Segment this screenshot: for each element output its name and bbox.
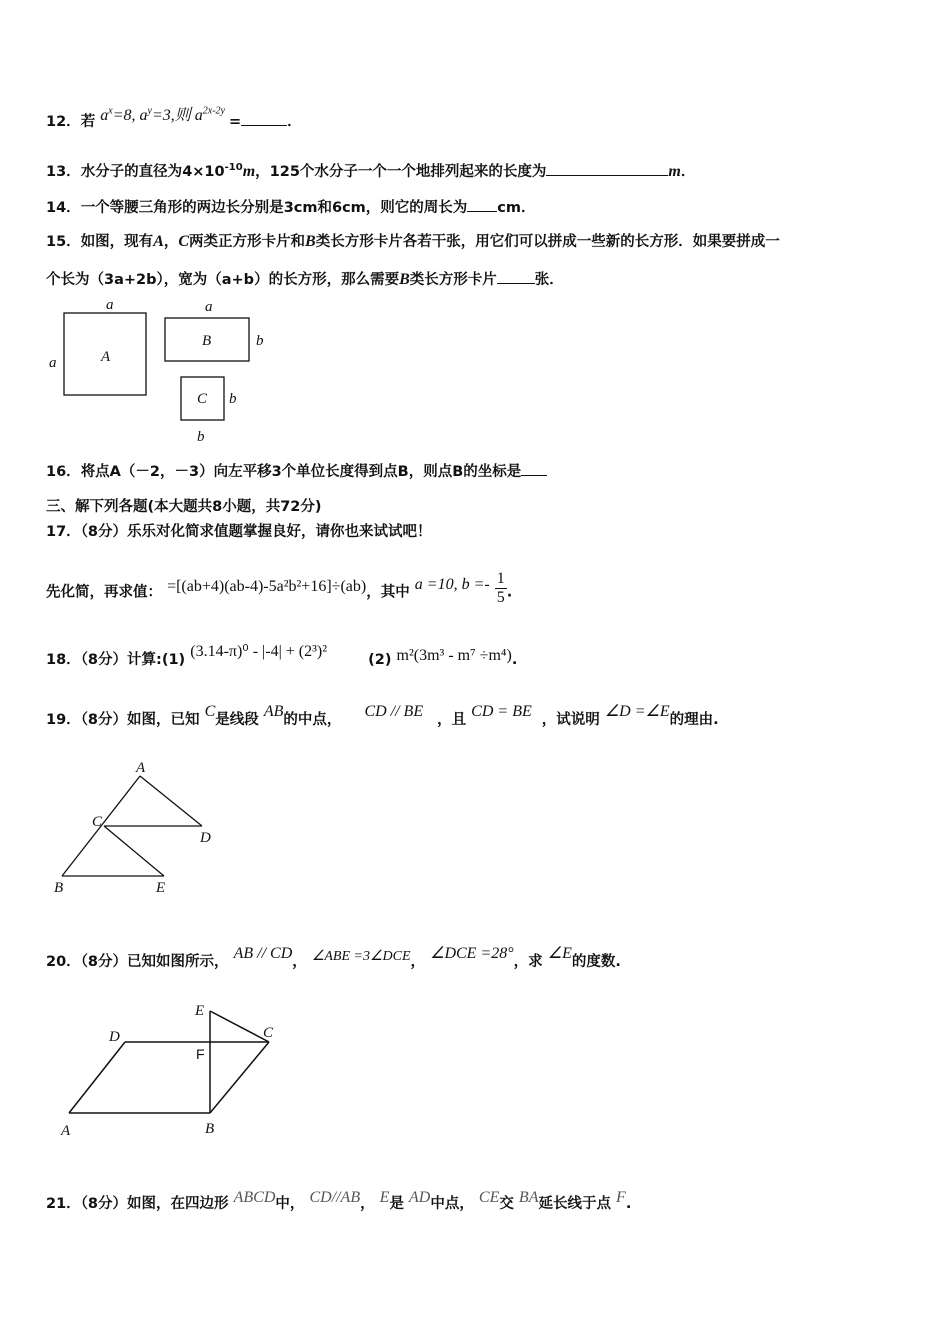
q19-text5: ，试说明 <box>541 712 600 728</box>
q21-quadrilateral: ABCD <box>233 1189 276 1206</box>
q15-line2 <box>46 268 564 289</box>
q15-text-g: 类长方形卡片 <box>409 272 497 288</box>
q13-unit1: m <box>242 163 256 180</box>
q19-text1: （8分）如图，已知 <box>80 712 200 728</box>
label-D: D <box>200 830 211 846</box>
label-A: A <box>61 1123 71 1139</box>
label-D: D <box>109 1029 120 1045</box>
q19-parallel: CD // BE <box>364 703 424 720</box>
q16-blank <box>521 463 547 476</box>
q14-blank <box>467 199 497 212</box>
label-b-bottom: b <box>197 429 205 445</box>
q14-text2: ，则它的周长为 <box>365 200 468 216</box>
q17-where: ，其中 <box>366 584 410 601</box>
q21-text4: 中点， <box>430 1196 474 1212</box>
q17 <box>46 520 432 541</box>
q18-text: （8分）计算:(1) <box>80 652 186 668</box>
q17-text2: 先化简，再求值： <box>46 584 162 601</box>
q17-condition: a =10, b =- <box>414 575 490 593</box>
q19-equal: CD = BE <box>471 703 532 720</box>
q14-and: 和 <box>317 200 332 216</box>
q19-angle: ∠D =∠E <box>604 703 670 720</box>
q20-figure <box>55 995 295 1145</box>
seg-ad <box>140 776 202 826</box>
q21-segment-ba: BA <box>518 1189 539 1206</box>
q13-end: ． <box>680 164 696 180</box>
label-A: A <box>101 349 111 365</box>
q19-text3: 的中点， <box>283 712 342 728</box>
q15-text-a: 如图，现有 <box>80 234 154 250</box>
q15-comma: ， <box>163 234 179 250</box>
q15-width: a+b <box>221 272 255 288</box>
label-C: C <box>263 1025 274 1041</box>
q15-text-b: 两类正方形卡片和 <box>189 234 306 250</box>
q15-text-d: 个长为（ <box>46 272 104 288</box>
label-E: E <box>156 880 166 896</box>
q20-parallel: AB // CD <box>233 945 293 962</box>
q12-formula: $a^x=8$, $a^y=3$,则 $a^{2x-2y}$ <box>100 105 225 124</box>
q15-card-b: B <box>305 233 316 250</box>
q15-card-a: A <box>153 233 164 250</box>
q16 <box>46 460 547 481</box>
q15-number: 15． <box>46 234 81 250</box>
q19-segment-ab: AB <box>263 703 284 720</box>
q15-text-c: 类长方形卡片各若干张，用它们可以拼成一些新的长方形．如果要拼成一 <box>315 234 780 250</box>
q21 <box>46 1189 632 1213</box>
q18-end: . <box>511 652 518 668</box>
q21-segment-ad: AD <box>409 1189 431 1206</box>
q18-expression-2: m²(3m³ - m⁷ ÷m⁴) <box>396 647 512 664</box>
q13-text2: ，125个水分子一个一个地排列起来的长度为 <box>255 164 547 180</box>
q15-card-c: C <box>178 233 190 250</box>
q21-text5: 交 <box>499 1196 514 1212</box>
q15-figure <box>40 295 280 450</box>
q12-blank <box>241 113 287 126</box>
q13-text1: 水分子的直径为 <box>80 164 183 180</box>
q15-card-b2: B <box>399 271 410 288</box>
q19-point-c: C <box>204 703 216 720</box>
label-C: C <box>197 391 208 407</box>
q17-fraction: $\frac{1}{5}$ <box>496 570 505 606</box>
q19 <box>46 703 719 729</box>
q21-comma: ， <box>360 1196 375 1212</box>
q14-number: 14． <box>46 200 81 216</box>
q21-segment-ce: CE <box>478 1189 500 1206</box>
label-A: A <box>136 760 146 776</box>
q21-text2: 中， <box>275 1196 305 1212</box>
label-B: B <box>205 1121 215 1137</box>
q20 <box>46 945 621 971</box>
q21-point-f: F <box>616 1189 626 1206</box>
q13-unit2: m <box>668 163 681 180</box>
q15-line1 <box>46 230 780 251</box>
seg-ad <box>69 1042 125 1113</box>
q18-number: 18． <box>46 652 81 668</box>
q19-text6: 的理由. <box>669 712 719 728</box>
section-3-title: 三、解下列各题(本大题共8小题，共72分) <box>46 499 322 515</box>
q12-number: 12． <box>46 114 81 130</box>
q13-number: 13． <box>46 164 81 180</box>
q20-comma1: ， <box>292 954 307 970</box>
seg-bc <box>210 1042 269 1113</box>
q20-text3: 的度数. <box>571 954 621 970</box>
q14-side-b: 6cm <box>331 200 366 216</box>
q18-expression-1: (3.14-π)⁰ - |-4| + (2³)² <box>190 643 328 660</box>
q16-number: 16． <box>46 464 81 480</box>
q21-text1: （8分）如图，在四边形 <box>80 1196 229 1212</box>
q20-text2: ，求 <box>513 954 543 970</box>
label-b-right2: b <box>229 391 237 407</box>
q12-equals: = <box>228 114 242 130</box>
q19-figure <box>50 758 230 903</box>
q20-number: 20． <box>46 954 81 970</box>
label-C: C <box>92 814 103 830</box>
seg-ce <box>104 826 164 876</box>
label-B: B <box>54 880 64 896</box>
q21-number: 21． <box>46 1196 81 1212</box>
label-B: B <box>202 333 212 349</box>
q15-unit: 张． <box>534 272 564 288</box>
label-a-left: a <box>49 355 57 371</box>
q20-value: ∠DCE =28° <box>430 945 514 962</box>
q19-text2: 是线段 <box>215 712 259 728</box>
q17-number: 17． <box>46 524 81 540</box>
q13 <box>46 160 695 181</box>
q17-text: （8分）乐乐对化简求值题掌握良好，请你也来试试吧！ <box>80 524 432 540</box>
q17-end: . <box>506 584 513 601</box>
label-a-top2: a <box>205 299 213 315</box>
q17-line2 <box>46 570 513 611</box>
q14-side-a: 3cm <box>283 200 318 216</box>
label-a-top: a <box>106 297 114 313</box>
q18-part-2: (2) <box>368 652 392 668</box>
q12 <box>46 105 302 131</box>
q15-text-f: ）的长方形，那么需要 <box>254 272 400 288</box>
q20-comma2: ， <box>410 954 426 970</box>
q16-text: 将点A（－2，－3）向左平移3个单位长度得到点B，则点B的坐标是 <box>80 464 522 480</box>
q13-exponent: -10 <box>224 162 243 174</box>
q20-text1: （8分）已知如图所示， <box>80 954 229 970</box>
q14 <box>46 196 536 217</box>
q19-text4: ，且 <box>437 712 467 728</box>
q21-text3: 是 <box>389 1196 404 1212</box>
q15-blank <box>497 271 535 284</box>
label-b-right: b <box>256 333 264 349</box>
q14-end: ． <box>521 200 536 216</box>
q18 <box>46 643 518 669</box>
q14-text1: 一个等腰三角形的两边长分别是 <box>80 200 284 216</box>
q21-text6: 延长线于点 <box>538 1196 611 1212</box>
q12-text: 若 <box>80 114 96 130</box>
label-E: E <box>195 1003 205 1019</box>
q21-point-e: E <box>379 1189 390 1206</box>
q17-expression: =[(ab+4)(ab-4)-5a²b²+16]÷(ab) <box>167 577 367 595</box>
q19-number: 19． <box>46 712 81 728</box>
q15-length: 3a+2b <box>104 272 157 288</box>
q12-end: ． <box>287 114 302 130</box>
q13-value: 4×10 <box>182 164 225 180</box>
q21-parallel: CD//AB <box>309 1189 361 1206</box>
q21-end: . <box>625 1196 632 1212</box>
q20-relation: ∠ABE =3∠DCE <box>311 949 411 964</box>
q20-angle: ∠E <box>547 945 572 962</box>
q14-unit: cm <box>497 200 521 216</box>
seg-ec <box>210 1011 269 1042</box>
label-F: F <box>196 1046 205 1062</box>
q13-blank <box>546 163 668 176</box>
q15-text-e: ），宽为（ <box>156 272 222 288</box>
